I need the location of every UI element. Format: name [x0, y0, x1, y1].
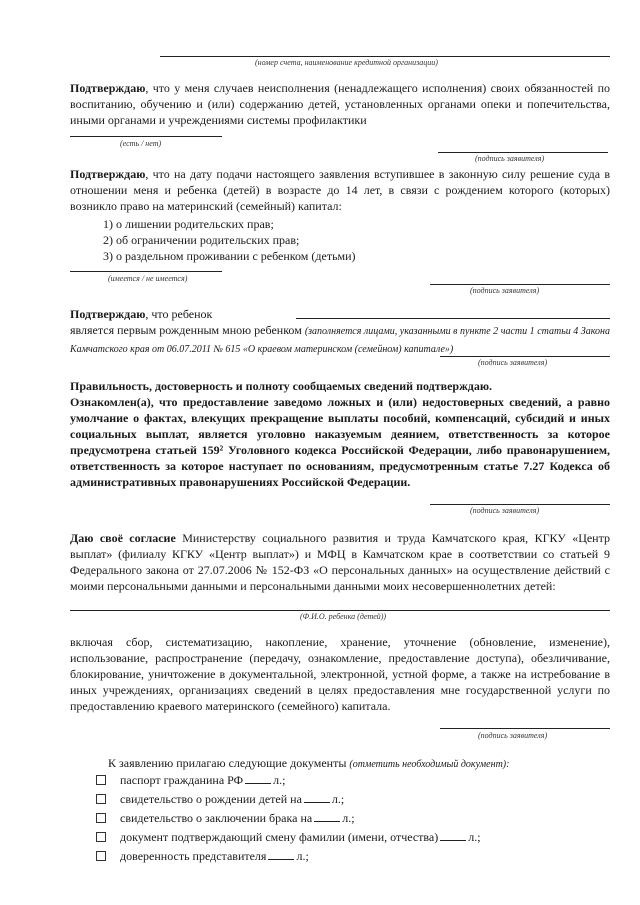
attachment-label: свидетельство о рождении детей на [120, 792, 302, 806]
attachment-item [96, 829, 481, 845]
signature-line-4[interactable] [430, 504, 610, 505]
first-child-text [70, 322, 610, 358]
page-count-field[interactable] [314, 811, 340, 822]
attachment-item [96, 848, 309, 864]
signature-line-1[interactable] [438, 152, 608, 153]
consent-text: Министерству социального развития и труда Камчатского края, КГКУ «Центр выплат» (филиалу КГКУ «Центр выплат») и МФЦ в Камчатском крае в соответствии со статьей 9 Федерального закона от 27.07.2006 № 152-ФЗ «О персональных данных» на осуществление действий с моими персональными данными и персональными данными моих несовершеннолетних детей: [70, 531, 610, 593]
confirm-no-violations [70, 80, 610, 128]
consent-lead: Даю своё согласие [70, 531, 176, 545]
signature-hint-2: (подпись заявителя) [470, 286, 540, 295]
attachments-intro-text: К заявлению прилагаю следующие документы [108, 756, 347, 770]
signature-hint-4: (подпись заявителя) [470, 506, 540, 515]
child-name-line[interactable] [296, 318, 610, 319]
liability-text: Ознакомлен(а), что предоставление заведомо ложных и (или) недостоверных сведений, а равно умолчание о фактах, влекущих прекращение выплаты пособий, компенсаций, субсидий и иных социальных выплат, является уголовно наказуемым деянием, ответственность за которое предусмотрена статьей 159² Уголовного кодекса Российской Федерации, либо правонарушением, ответственность за которое наступает по основаниям, предусмотренным статье 7.27 Кодекса об административных правонарушениях Российской Федерации. [70, 395, 610, 489]
attachment-checkbox[interactable] [96, 813, 106, 823]
signature-hint-3: (подпись заявителя) [478, 358, 548, 367]
attachment-checkbox[interactable] [96, 851, 106, 861]
page-suffix: л.; [273, 773, 286, 787]
page-suffix: л.; [342, 811, 355, 825]
court-option-2: 2) об ограничении родительских прав; [103, 233, 300, 247]
children-names-line[interactable] [70, 610, 610, 611]
attachment-checkbox[interactable] [96, 775, 106, 785]
court-answer-hint: (имеется / не имеется) [108, 274, 188, 283]
violations-answer-line[interactable] [70, 136, 222, 137]
attachment-checkbox[interactable] [96, 832, 106, 842]
first-child-note: (заполняется лицами, указанными в пункте 2 части 1 статьи 4 Закона Камчатского края от 06.07.2011 № 615 «О краевом материнском (семейном) капитале») [70, 326, 611, 355]
consent-actions: включая сбор, систематизацию, накопление, хранение, уточнение (обновление, изменение), использование, распространение (передачу, ознакомление, предоставление доступа), обезличивание, блокирование, уничтожение в документальной, электронной, устной форме, а также на истребование в иных учреждениях, организациях сведений в целях предоставления мне государственной услуги по предоставлению краевого материнского (семейного) капитала. [70, 635, 610, 713]
page-suffix: л.; [331, 792, 345, 806]
attachment-item [96, 810, 355, 826]
consent-block [70, 530, 610, 594]
page-count-field[interactable] [245, 773, 271, 784]
confirm-text: , что на дату подачи настоящего заявления вступившее в законную силу решение суда в отношении меня и ребенка (детей) в возрасте до 14 лет, в связи с рождением которого (которых) возникло право на материнский (семейный) капитал: [70, 167, 610, 213]
confirm-text: , что у меня случаев неисполнения (ненадлежащего исполнения) своих обязанностей по воспитанию, обучению и (или) содержанию детей, установленных органами опеки и попечительства, иными органами и учреждениями системы профилактики [70, 81, 610, 127]
confirm-text: , что ребенок [145, 307, 213, 321]
signature-line-5[interactable] [440, 728, 610, 729]
page-count-field[interactable] [304, 792, 330, 803]
court-option-3: 3) о раздельном проживании с ребенком (детьми) [103, 249, 356, 263]
court-option-1: 1) о лишении родительских прав; [103, 217, 274, 231]
signature-hint-1: (подпись заявителя) [475, 154, 545, 163]
confirm-lead: Подтверждаю [70, 307, 146, 321]
attachments-intro [108, 755, 509, 773]
bank-account-line[interactable] [160, 56, 610, 57]
confirm-court-decision [70, 166, 610, 214]
attachment-item [96, 772, 285, 788]
court-answer-line[interactable] [70, 271, 222, 272]
page-suffix: л.; [468, 830, 481, 844]
attachment-checkbox[interactable] [96, 794, 106, 804]
attachment-label: паспорт гражданина РФ [120, 773, 244, 787]
attachment-label: документ подтверждающий смену фамилии (имени, отчества) [120, 830, 439, 844]
bank-account-hint: (номер счета, наименование кредитной организации) [255, 58, 438, 67]
signature-line-2[interactable] [430, 284, 610, 285]
attachments-intro-hint: (отметить необходимый документ): [349, 759, 510, 770]
acknowledgement [70, 378, 610, 490]
confirm-lead: Подтверждаю [70, 81, 146, 95]
page-count-field[interactable] [440, 830, 466, 841]
first-child-main: является первым рожденным мною ребенком [70, 323, 302, 337]
signature-hint-5: (подпись заявителя) [478, 731, 548, 740]
attachment-label: доверенность представителя [120, 849, 267, 863]
violations-answer-hint: (есть / нет) [120, 139, 162, 148]
confirm-first-child [70, 306, 610, 322]
accuracy-statement: Правильность, достоверность и полноту сообщаемых сведений подтверждаю. [70, 379, 493, 393]
page-count-field[interactable] [268, 849, 294, 860]
attachment-item [96, 791, 344, 807]
children-names-hint: (Ф.И.О. ребенка (детей)) [300, 612, 387, 621]
page-suffix: л.; [296, 849, 309, 863]
attachment-label: свидетельство о заключении брака на [120, 811, 313, 825]
signature-line-3[interactable] [440, 356, 610, 357]
confirm-lead: Подтверждаю [70, 167, 146, 181]
